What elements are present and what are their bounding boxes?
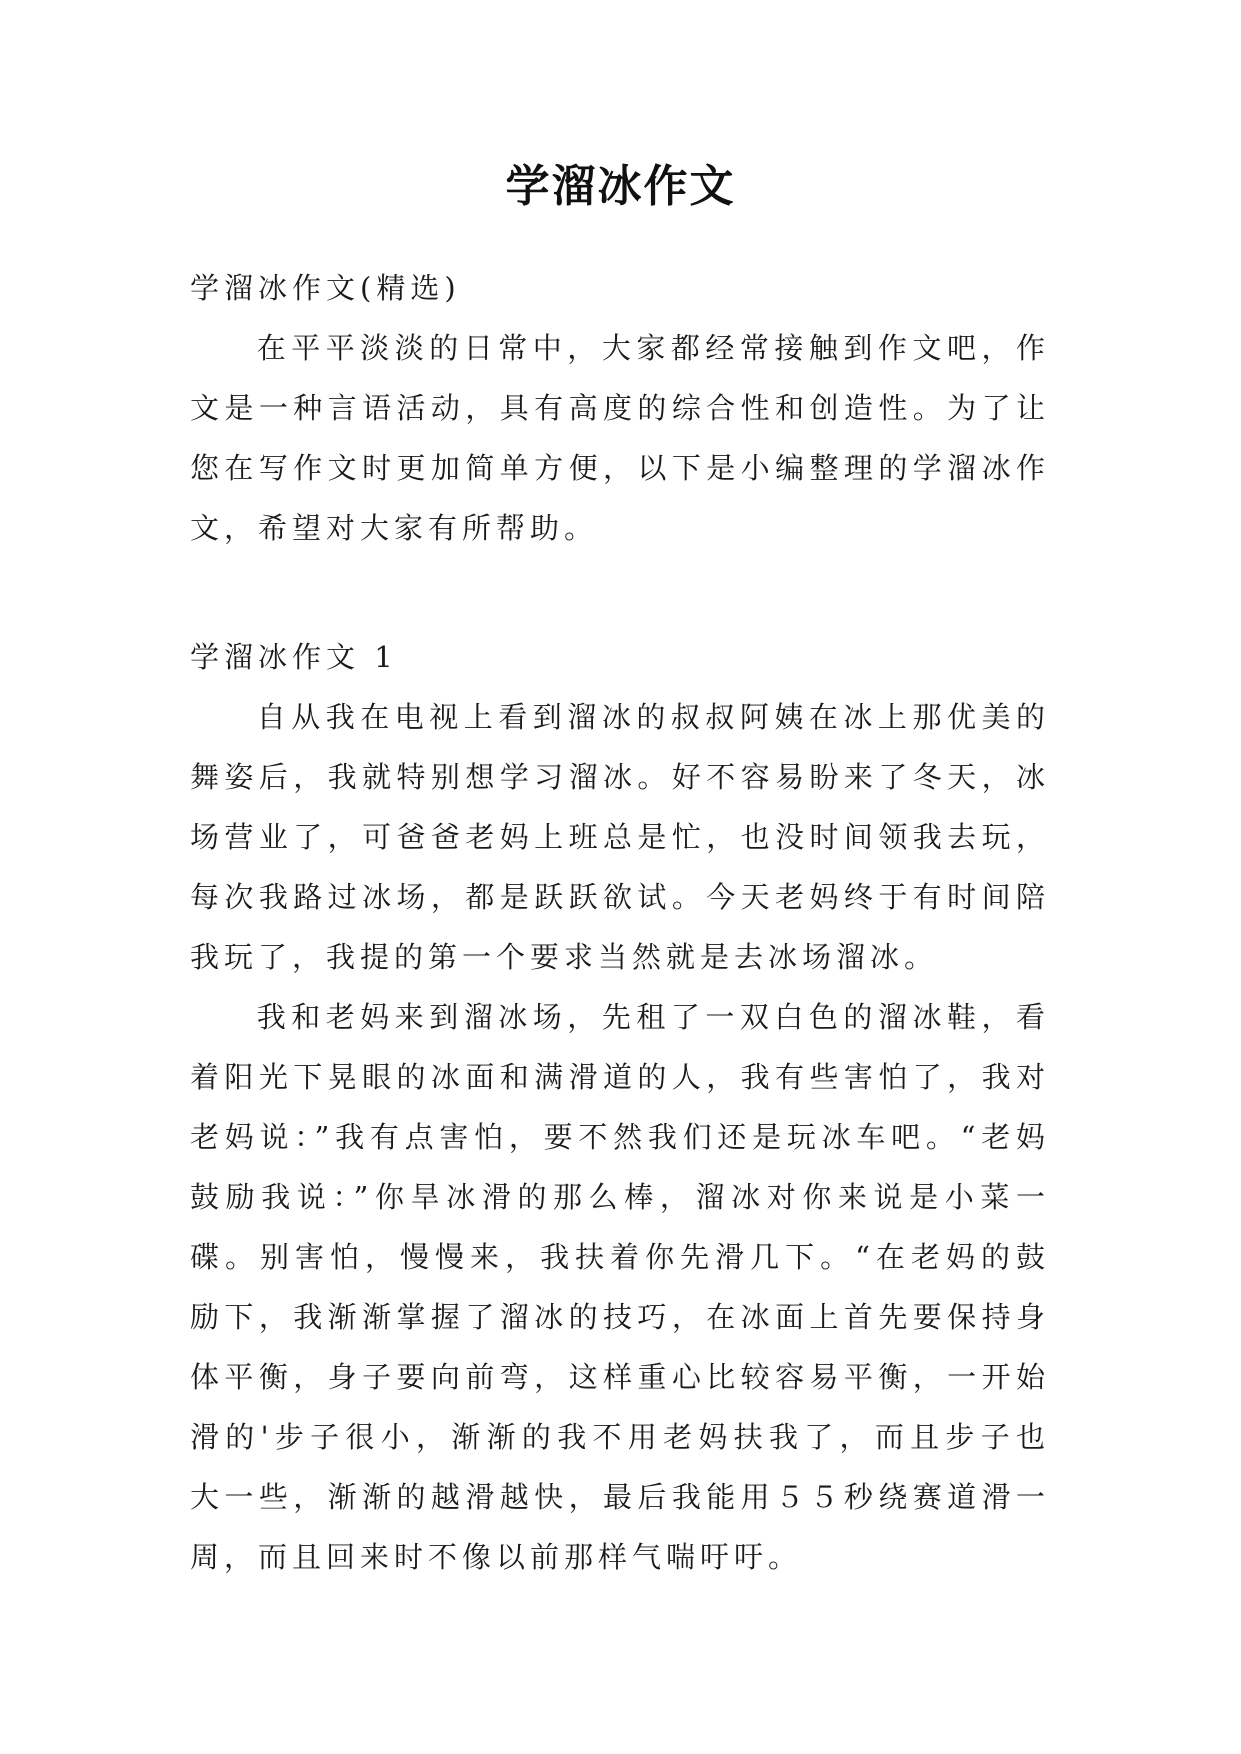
section-1-paragraph-1: 自从我在电视上看到溜冰的叔叔阿姨在冰上那优美的舞姿后，我就特别想学习溜冰。好不容易盼来了冬天，冰场营业了，可爸爸老妈上班总是忙，也没时间领我去玩，每次我路过冰场，都是跃跃欲试。今天老妈终于有时间陪我玩了，我提的第一个要求当然就是去冰场溜冰。: [190, 700, 1050, 974]
intro-block: [190, 258, 1050, 558]
section-1-paragraph-2: 我和老妈来到溜冰场，先租了一双白色的溜冰鞋，看着阳光下晃眼的冰面和满滑道的人，我有些害怕了，我对老妈说：”我有点害怕，要不然我们还是玩冰车吧。“老妈鼓励我说：”你旱冰滑的那么棒，溜冰对你来说是小菜一碟。别害怕，慢慢来，我扶着你先滑几下。“在老妈的鼓励下，我渐渐掌握了溜冰的技巧，在冰面上首先要保持身体平衡，身子要向前弯，这样重心比较容易平衡，一开始滑的'步子很小，渐渐的我不用老妈扶我了，而且步子也大一些，渐渐的越滑越快，最后我能用５５秒绕赛道滑一周，而且回来时不像以前那样气喘吁吁。: [190, 1000, 1050, 1574]
section-1-heading: 学溜冰作文 1: [190, 640, 398, 674]
subtitle: 学溜冰作文(精选): [190, 271, 461, 305]
page-title: 学溜冰作文: [505, 161, 736, 212]
section-1: [190, 627, 1050, 1587]
intro-paragraph: 在平平淡淡的日常中，大家都经常接触到作文吧，作文是一种言语活动，具有高度的综合性和创造性。为了让您在写作文时更加简单方便，以下是小编整理的学溜冰作文，希望对大家有所帮助。: [190, 331, 1050, 545]
